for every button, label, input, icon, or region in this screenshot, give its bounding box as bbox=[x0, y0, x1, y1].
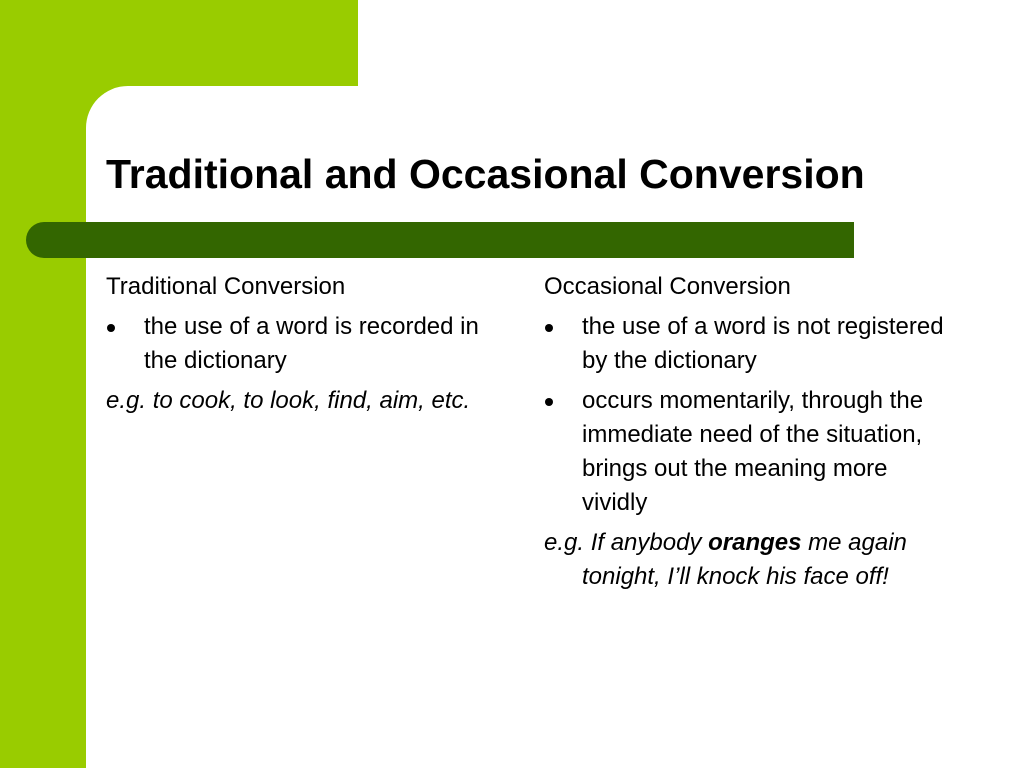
bullet-text: the use of a word is not registered by the dictionary bbox=[582, 313, 944, 374]
slide-title: Traditional and Occasional Conversion bbox=[106, 151, 865, 197]
list-item bbox=[106, 310, 506, 378]
bullet-icon bbox=[107, 324, 115, 332]
bullet-text: occurs momentarily, through the immediate need of the situation, brings out the meaning more vividly bbox=[582, 387, 924, 516]
traditional-column bbox=[106, 270, 506, 418]
traditional-heading: Traditional Conversion bbox=[106, 273, 346, 300]
example-text-after: me again tonight, I’ll knock his face off! bbox=[582, 529, 907, 590]
occasional-heading: Occasional Conversion bbox=[544, 273, 791, 300]
list-item bbox=[544, 384, 954, 520]
traditional-example: e.g. to cook, to look, find, aim, etc. bbox=[106, 387, 471, 414]
bullet-icon bbox=[545, 398, 553, 406]
occasional-column bbox=[544, 270, 954, 594]
list-item bbox=[544, 310, 954, 378]
occasional-example bbox=[544, 526, 954, 594]
bullet-icon bbox=[545, 324, 553, 332]
occasional-bullet-list bbox=[544, 310, 954, 520]
title-underline-bar bbox=[26, 222, 854, 258]
example-emphasis: oranges bbox=[708, 529, 802, 556]
bullet-text: the use of a word is recorded in the dictionary bbox=[144, 313, 479, 374]
example-text-before: e.g. If anybody bbox=[544, 529, 709, 556]
traditional-bullet-list bbox=[106, 310, 506, 378]
